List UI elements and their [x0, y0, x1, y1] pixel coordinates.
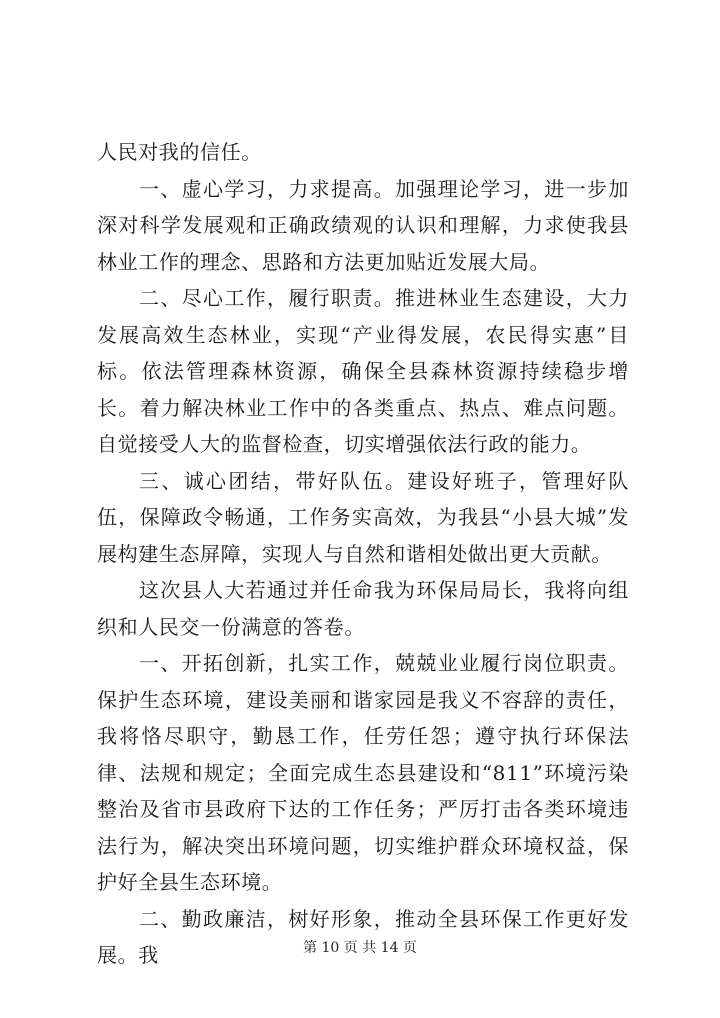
page-number-footer: 第 10 页 共 14 页	[303, 940, 417, 956]
paragraph-forestry-point-2: 二、尽心工作，履行职责。推进林业生态建设，大力发展高效生态林业，实现“产业得发展，农民得实惠”目标。依法管理森林资源，确保全县森林资源持续稳步增长。着力解决林业工作中的各类重点、热点、难点问题。自觉接受人大的监督检查，切实增强依法行政的能力。	[97, 286, 629, 456]
paragraph-continuation: 人民对我的信任。	[97, 140, 262, 164]
document-body	[97, 134, 629, 974]
paragraph-environment-point-2: 二、勤政廉洁，树好形象，推动全县环保工作更好发展。我	[97, 906, 629, 967]
paragraph-environment-intro: 这次县人大若通过并任命我为环保局局长，我将向组织和人民交一份满意的答卷。	[97, 578, 629, 639]
paragraph-environment-point-1: 一、开拓创新，扎实工作，兢兢业业履行岗位职责。保护生态环境，建设美丽和谐家园是我义不容辞的责任，我将恪尽职守，勤恳工作，任劳任怨；遵守执行环保法律、法规和规定；全面完成生态县建设和“811”环境污染整治及省市县政府下达的工作任务；严厉打击各类环境违法行为，解决突出环境问题，切实维护群众环境权益，保护好全县生态环境。	[97, 651, 629, 894]
paragraph-forestry-point-3: 三、诚心团结，带好队伍。建设好班子，管理好队伍，保障政令畅通，工作务实高效，为我县“小县大城”发展构建生态屏障，实现人与自然和谐相处做出更大贡献。	[97, 468, 629, 566]
paragraph-forestry-point-1: 一、虚心学习，力求提高。加强理论学习，进一步加深对科学发展观和正确政绩观的认识和理解，力求使我县林业工作的理念、思路和方法更加贴近发展大局。	[97, 176, 629, 274]
